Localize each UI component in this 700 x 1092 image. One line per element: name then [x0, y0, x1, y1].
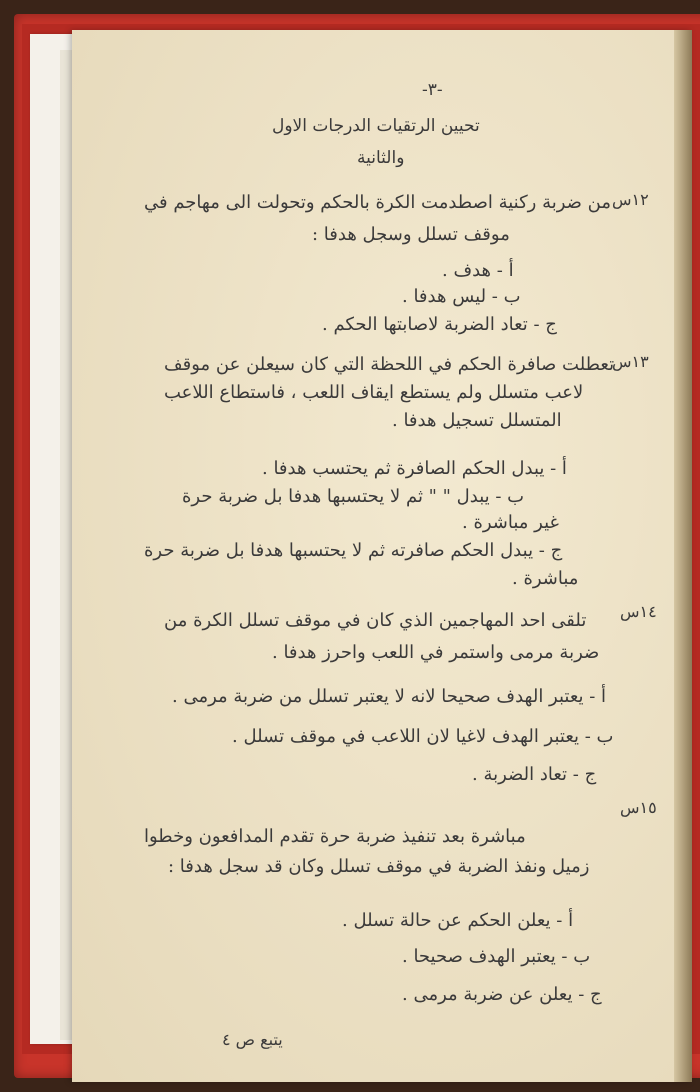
question-text-line: تلقى احد المهاجمين الذي كان في موقف تسلل الكرة من: [164, 610, 587, 631]
answer-option: ب - يعتبر الهدف صحيحا .: [402, 946, 591, 967]
answer-option: ج - تعاد الضربة .: [472, 764, 597, 785]
page-title: تحيين الرتقيات الدرجات الاول: [272, 116, 480, 136]
page-spine: [674, 30, 692, 1082]
question-text-line: مباشرة بعد تنفيذ ضربة حرة تقدم المدافعون وخطوا: [144, 826, 526, 847]
question-text-line: المتسلل تسجيل هدفا .: [392, 410, 562, 431]
question-text-line: تعطلت صافرة الحكم في اللحظة التي كان سيعلن عن موقف: [164, 354, 615, 375]
question-number: ١٢س: [612, 190, 649, 209]
question-number: ١٥س: [620, 798, 657, 817]
notebook-page: [72, 30, 692, 1082]
question-number: ١٣س: [612, 352, 649, 371]
question-text-line: زميل ونفذ الضربة في موقف تسلل وكان قد سجل هدفا :: [168, 856, 590, 877]
question-text-line: لاعب متسلل ولم يستطع ايقاف اللعب ، فاستطاع اللاعب: [164, 382, 584, 403]
answer-option: ج - يعلن عن ضربة مرمى .: [402, 984, 602, 1005]
question-text-line: موقف تسلل وسجل هدفا :: [312, 224, 510, 245]
answer-option: مباشرة .: [512, 568, 579, 589]
answer-option: ج - تعاد الضربة لاصابتها الحكم .: [322, 314, 557, 335]
question-number: ١٤س: [620, 602, 657, 621]
answer-option: ب - يعتبر الهدف لاغيا لان اللاعب في موقف تسلل .: [232, 726, 614, 747]
answer-option: ب - ليس هدفا .: [402, 286, 521, 307]
answer-option: أ - يعلن الحكم عن حالة تسلل .: [342, 910, 574, 931]
page-subtitle: والثانية: [357, 148, 405, 168]
question-text-line: من ضربة ركنية اصطدمت الكرة بالحكم وتحولت الى مهاجم في: [144, 192, 612, 213]
answer-option: غير مباشرة .: [462, 512, 559, 533]
answer-option: أ - يبدل الحكم الصافرة ثم يحتسب هدفا .: [262, 458, 567, 479]
answer-option: ج - يبدل الحكم صافرته ثم لا يحتسبها هدفا بل ضربة حرة: [144, 540, 563, 561]
answer-option: أ - هدف .: [442, 260, 514, 281]
answer-option: أ - يعتبر الهدف صحيحا لانه لا يعتبر تسلل من ضربة مرمى .: [172, 686, 607, 707]
answer-option: ب - يبدل " " ثم لا يحتسبها هدفا بل ضربة حرة: [182, 486, 525, 507]
question-text-line: ضربة مرمى واستمر في اللعب واحرز هدفا .: [272, 642, 600, 663]
page-number: -٣-: [422, 80, 443, 100]
continued-note: يتبع ص ٤: [222, 1030, 283, 1049]
